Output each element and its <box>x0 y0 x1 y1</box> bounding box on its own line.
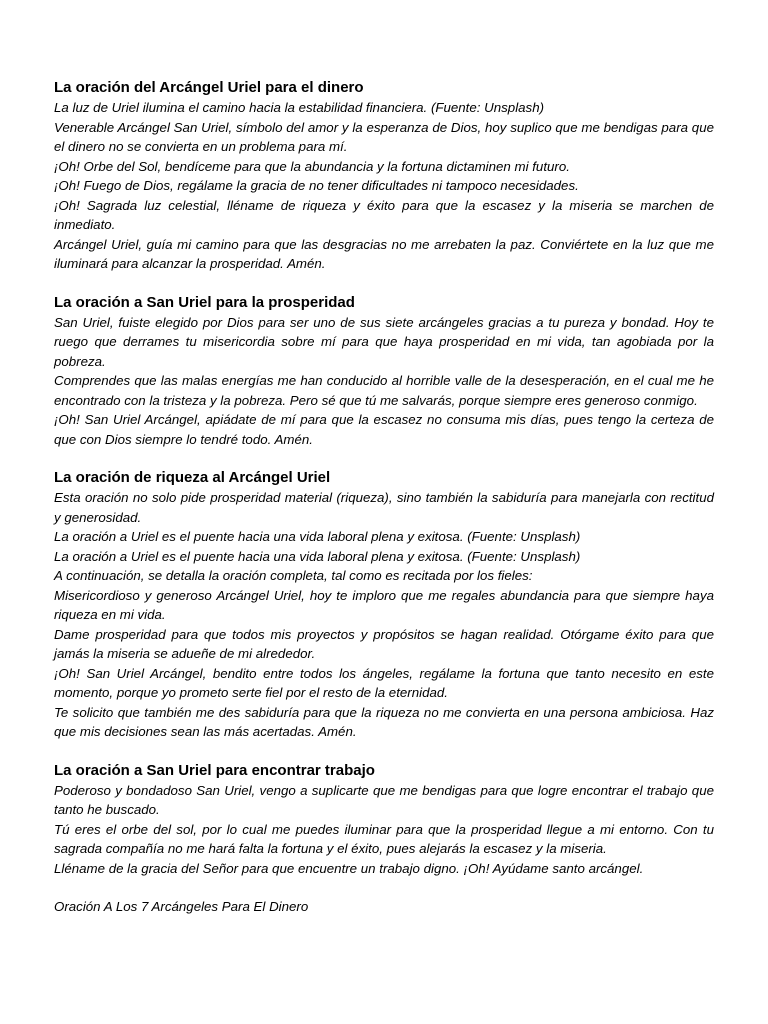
section-riqueza <box>54 468 714 742</box>
paragraph: Arcángel Uriel, guía mi camino para que las desgracias no me arrebaten la paz. Conviértete en la luz que me iluminará para alcanzar la prosperidad. Amén. <box>54 236 714 271</box>
paragraph: ¡Oh! San Uriel Arcángel, apiádate de mí para que la escasez no consuma mis días, pues tengo la certeza de que con Dios siempre lo tendré todo. Amén. <box>54 412 714 447</box>
paragraph: San Uriel, fuiste elegido por Dios para ser uno de sus siete arcángeles gracias a tu pureza y bondad. Hoy te ruego que derrames tu misericordia sobre mí para que haya prosperidad en mi vida, tan agobiada por la pobreza. <box>54 314 714 369</box>
paragraph: La oración a Uriel es el puente hacia una vida laboral plena y exitosa. (Fuente: Unsplash) <box>54 529 581 544</box>
paragraph: ¡Oh! Sagrada luz celestial, lléname de riqueza y éxito para que la escasez y la miseria se marchen de inmediato. <box>54 197 714 232</box>
paragraph: ¡Oh! San Uriel Arcángel, bendito entre todos los ángeles, regálame la fortuna que tanto necesito en este momento, porque yo prometo serte fiel por el resto de la eternidad. <box>54 665 714 700</box>
paragraph: A continuación, se detalla la oración completa, tal como es recitada por los fieles: <box>54 568 533 583</box>
document-page <box>54 78 714 917</box>
section-title: La oración de riqueza al Arcángel Uriel <box>54 469 331 486</box>
paragraph: Tú eres el orbe del sol, por lo cual me puedes iluminar para que la prosperidad llegue a mi entorno. Con tu sagrada compañía no me hará falta la fortuna y el éxito, pues alejarás la escasez y la miseria. <box>54 821 714 856</box>
paragraph: Dame prosperidad para que todos mis proyectos y propósitos se hagan realidad. Otórgame éxito para que jamás la miseria se adueñe de mi alrededor. <box>54 626 714 661</box>
section-dinero <box>54 78 714 274</box>
footer-link-text: Oración A Los 7 Arcángeles Para El Dinero <box>54 899 309 914</box>
section-title: La oración a San Uriel para la prosperidad <box>54 293 355 311</box>
paragraph: Misericordioso y generoso Arcángel Uriel, hoy te imploro que me regales abundancia para que siempre haya riqueza en mi vida. <box>54 587 714 622</box>
section-prosperidad <box>54 293 714 450</box>
paragraph: Lléname de la gracia del Señor para que encuentre un trabajo digno. ¡Oh! Ayúdame santo arcángel. <box>54 860 644 876</box>
paragraph: Te solicito que también me des sabiduría para que la riqueza no me convierta en una persona ambiciosa. Haz que mis decisiones sean las más acertadas. Amén. <box>54 704 714 739</box>
paragraph: La oración a Uriel es el puente hacia una vida laboral plena y exitosa. (Fuente: Unsplash) <box>54 548 581 564</box>
paragraph: Comprendes que las malas energías me han conducido al horrible valle de la desesperación, en el cual me he encontrado con la tristeza y la pobreza. Pero sé que tú me salvarás, porque siempre eres generoso conmigo. <box>54 373 714 408</box>
paragraph: Poderoso y bondadoso San Uriel, vengo a suplicarte que me bendigas para que logre encontrar el trabajo que tanto he buscado. <box>54 782 714 817</box>
section-trabajo <box>54 761 714 879</box>
paragraph: La luz de Uriel ilumina el camino hacia la estabilidad financiera. (Fuente: Unsplash) <box>54 100 545 115</box>
paragraph: ¡Oh! Orbe del Sol, bendíceme para que la abundancia y la fortuna dictaminen mi futuro. <box>54 158 570 174</box>
section-title: La oración del Arcángel Uriel para el dinero <box>54 79 364 96</box>
section-title: La oración a San Uriel para encontrar trabajo <box>54 761 375 779</box>
paragraph: Esta oración no solo pide prosperidad material (riqueza), sino también la sabiduría para manejarla con rectitud y generosidad. <box>54 490 714 525</box>
paragraph: ¡Oh! Fuego de Dios, regálame la gracia de no tener dificultades ni tampoco necesidades. <box>54 178 579 193</box>
paragraph: Venerable Arcángel San Uriel, símbolo del amor y la esperanza de Dios, hoy suplico que me bendigas para que el dinero no se convierta en un problema para mí. <box>54 119 714 154</box>
